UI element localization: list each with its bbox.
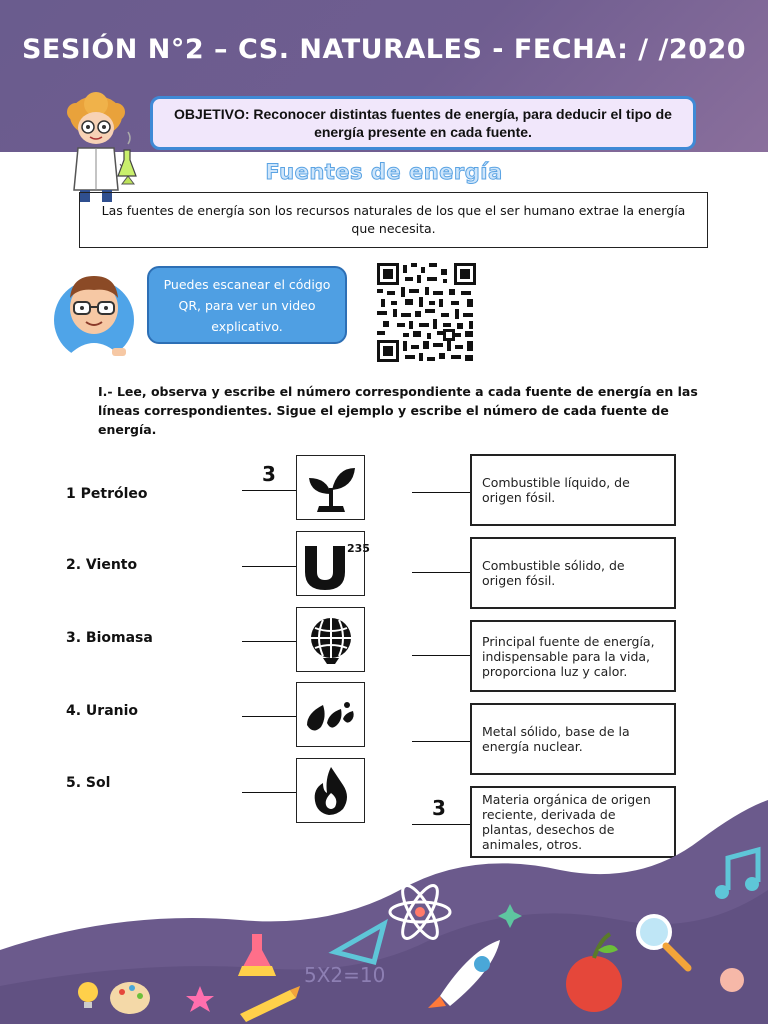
plant-icon-box xyxy=(296,455,365,520)
footer-decoration xyxy=(0,800,768,1024)
objective-box: OBJETIVO: Reconocer distintas fuentes de energía, para deducir el tipo de energía presente en cada fuente. xyxy=(150,96,696,150)
desc-text-2: Combustible sólido, de origen fósil. xyxy=(482,558,625,588)
scientist-icon xyxy=(58,92,144,208)
footer-equation: 5X2=10 xyxy=(304,963,386,987)
desc-text-4: Metal sólido, base de la energía nuclear. xyxy=(482,724,630,754)
desc-text-1: Combustible líquido, de origen fósil. xyxy=(482,475,630,505)
desc-answer-line-4[interactable] xyxy=(412,741,470,742)
globe-icon xyxy=(305,614,357,666)
desc-box-1 xyxy=(470,454,676,526)
oil-drops-icon xyxy=(303,695,359,735)
source-label-viento: 2. Viento xyxy=(66,557,138,573)
desc-answer-line-1[interactable] xyxy=(412,492,470,493)
answer-line-4[interactable] xyxy=(242,716,296,717)
answer-line-1[interactable] xyxy=(242,490,296,491)
uranium-superscript: 235 xyxy=(346,541,370,555)
desc-answer-line-2[interactable] xyxy=(412,572,470,573)
plant-icon xyxy=(303,462,359,514)
oil-drops-icon-box xyxy=(296,682,365,747)
uranium-icon-box xyxy=(296,531,370,596)
desc-text-3: Principal fuente de energía, indispensable para la vida, proporciona luz y calor. xyxy=(482,633,655,679)
answer-line-3[interactable] xyxy=(242,641,296,642)
instructions-text: I.- Lee, observa y escribe el número correspondiente a cada fuente de energía en las líneas correspondientes. Sigue el ejemplo y escribe el número de cada fuente de energía. xyxy=(98,384,698,437)
source-label-petroleo: 1 Petróleo xyxy=(66,486,148,502)
page-title: SESIÓN N°2 – CS. NATURALES - FECHA: / /2020 xyxy=(21,34,747,65)
desc-box-4 xyxy=(470,703,676,775)
palette-icon xyxy=(110,982,150,1014)
globe-icon-box xyxy=(296,607,365,672)
desc-box-2 xyxy=(470,537,676,609)
kid-avatar-icon xyxy=(48,262,140,368)
qr-code-icon[interactable] xyxy=(377,263,476,362)
answer-desc-5: 3 xyxy=(432,796,446,820)
section-title: Fuentes de energía xyxy=(265,160,503,184)
desc-box-3 xyxy=(470,620,676,692)
decor-dot xyxy=(720,968,744,992)
definition-box: Las fuentes de energía son los recursos naturales de los que el ser humano extrae la energía que necesita. xyxy=(79,192,708,248)
answer-line-2[interactable] xyxy=(242,566,296,567)
desc-text-5: Materia orgánica de origen reciente, derivada de plantas, desechos de animales, otros. xyxy=(482,792,651,852)
source-label-biomasa: 3. Biomasa xyxy=(66,630,153,646)
qr-speech-bubble: Puedes escanear el código QR, para ver un video explicativo. xyxy=(147,266,347,344)
uranium-235-icon xyxy=(301,536,370,592)
answer-source-1: 3 xyxy=(262,462,276,486)
desc-answer-line-3[interactable] xyxy=(412,655,470,656)
source-label-sol: 5. Sol xyxy=(66,775,111,791)
source-label-uranio: 4. Uranio xyxy=(66,703,139,719)
answer-line-5[interactable] xyxy=(242,792,296,793)
